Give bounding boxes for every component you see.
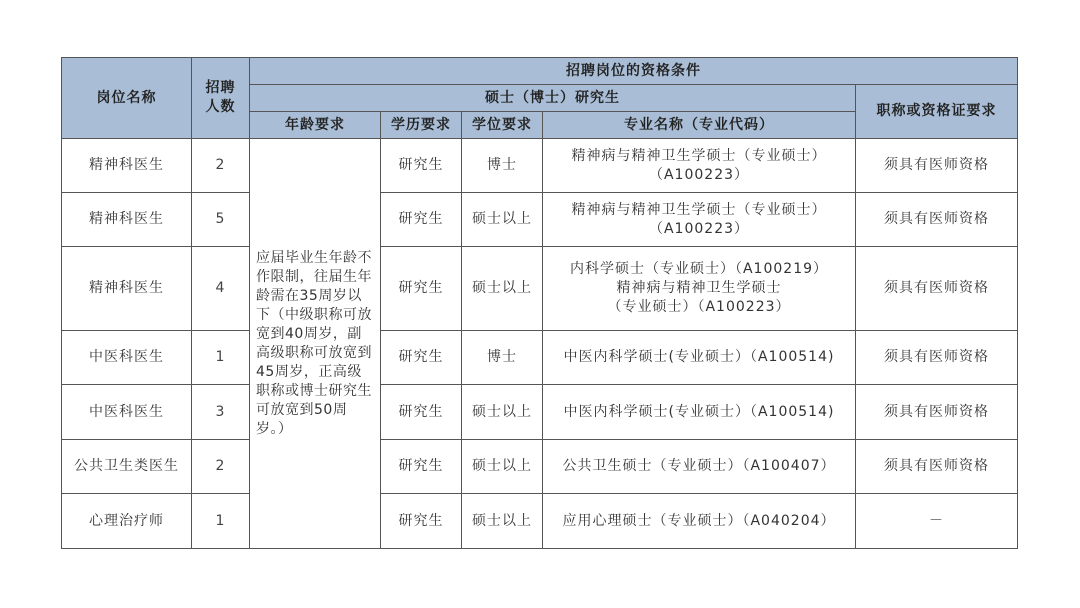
cell-count: 3 — [192, 385, 250, 440]
recruitment-table — [61, 57, 1018, 549]
cell-degree: 硕士以上 — [462, 385, 543, 440]
header-degree-group: 硕士（博士）研究生 — [250, 85, 856, 112]
cell-position: 中医科医生 — [62, 331, 192, 385]
header-recruit-count: 招聘人数 — [192, 58, 250, 139]
cell-education: 研究生 — [381, 385, 462, 440]
major-line: （专业硕士）（A100223） — [607, 299, 791, 315]
table-row — [62, 385, 1018, 440]
cell-degree: 博士 — [462, 139, 543, 193]
cell-age-requirement: 应届毕业生年龄不作限制，往届生年龄需在35周岁以下（中级职称可放宽到40周岁，副高级职称可放宽到45周岁，正高级职称或博士研究生可放宽到50周岁。） — [250, 139, 381, 549]
cell-major — [543, 385, 856, 440]
cell-degree: 硕士以上 — [462, 193, 543, 247]
major-line: 中医内科学硕士(专业硕士）（A100514) — [563, 349, 835, 365]
header-degree-requirement: 学位要求 — [462, 112, 543, 139]
cell-education: 研究生 — [381, 247, 462, 331]
cell-position: 心理治疗师 — [62, 494, 192, 549]
header-age-requirement: 年龄要求 — [250, 112, 381, 139]
cell-cert: 须具有医师资格 — [856, 139, 1018, 193]
cell-count: 1 — [192, 494, 250, 549]
header-qualifications: 招聘岗位的资格条件 — [250, 58, 1018, 85]
cell-cert: 须具有医师资格 — [856, 440, 1018, 494]
cell-major — [543, 139, 856, 193]
table-row — [62, 139, 1018, 193]
cell-education: 研究生 — [381, 440, 462, 494]
cell-education: 研究生 — [381, 494, 462, 549]
header-education-requirement: 学历要求 — [381, 112, 462, 139]
cell-major — [543, 494, 856, 549]
table-row — [62, 193, 1018, 247]
major-line: 公共卫生硕士（专业硕士）（A100407） — [562, 458, 836, 474]
cell-count: 1 — [192, 331, 250, 385]
table-row — [62, 247, 1018, 331]
major-line: 精神病与精神卫生学硕士（专业硕士） — [571, 201, 827, 218]
header-title-cert: 职称或资格证要求 — [856, 85, 1018, 139]
major-line: （A100223） — [648, 220, 750, 237]
cell-position: 中医科医生 — [62, 385, 192, 440]
header-position-name: 岗位名称 — [62, 58, 192, 139]
cell-major — [543, 331, 856, 385]
cell-position: 精神科医生 — [62, 247, 192, 331]
cell-degree: 博士 — [462, 331, 543, 385]
major-line: 内科学硕士（专业硕士）（A100219） — [569, 261, 829, 277]
cell-cert: － — [856, 494, 1018, 549]
recruitment-table-container — [61, 57, 1017, 549]
cell-major — [543, 193, 856, 247]
cell-cert: 须具有医师资格 — [856, 193, 1018, 247]
table-row — [62, 440, 1018, 494]
cell-position: 精神科医生 — [62, 193, 192, 247]
cell-cert: 须具有医师资格 — [856, 247, 1018, 331]
cell-education: 研究生 — [381, 139, 462, 193]
cell-degree: 硕士以上 — [462, 440, 543, 494]
cell-major — [543, 440, 856, 494]
cell-degree: 硕士以上 — [462, 494, 543, 549]
cell-count: 5 — [192, 193, 250, 247]
major-line: 精神病与精神卫生学硕士 — [616, 280, 782, 296]
cell-count: 2 — [192, 440, 250, 494]
table-row — [62, 494, 1018, 549]
cell-education: 研究生 — [381, 193, 462, 247]
major-line: （A100223） — [648, 166, 750, 183]
cell-count: 4 — [192, 247, 250, 331]
header-major-name: 专业名称（专业代码） — [543, 112, 856, 139]
cell-cert: 须具有医师资格 — [856, 331, 1018, 385]
major-line: 精神病与精神卫生学硕士（专业硕士） — [571, 147, 827, 164]
cell-education: 研究生 — [381, 331, 462, 385]
major-line: 中医内科学硕士(专业硕士）（A100514) — [563, 403, 835, 420]
cell-count: 2 — [192, 139, 250, 193]
cell-cert: 须具有医师资格 — [856, 385, 1018, 440]
cell-major — [543, 247, 856, 331]
cell-position: 公共卫生类医生 — [62, 440, 192, 494]
table-row — [62, 331, 1018, 385]
cell-position: 精神科医生 — [62, 139, 192, 193]
cell-degree: 硕士以上 — [462, 247, 543, 331]
major-line: 应用心理硕士（专业硕士）（A040204） — [562, 512, 836, 529]
